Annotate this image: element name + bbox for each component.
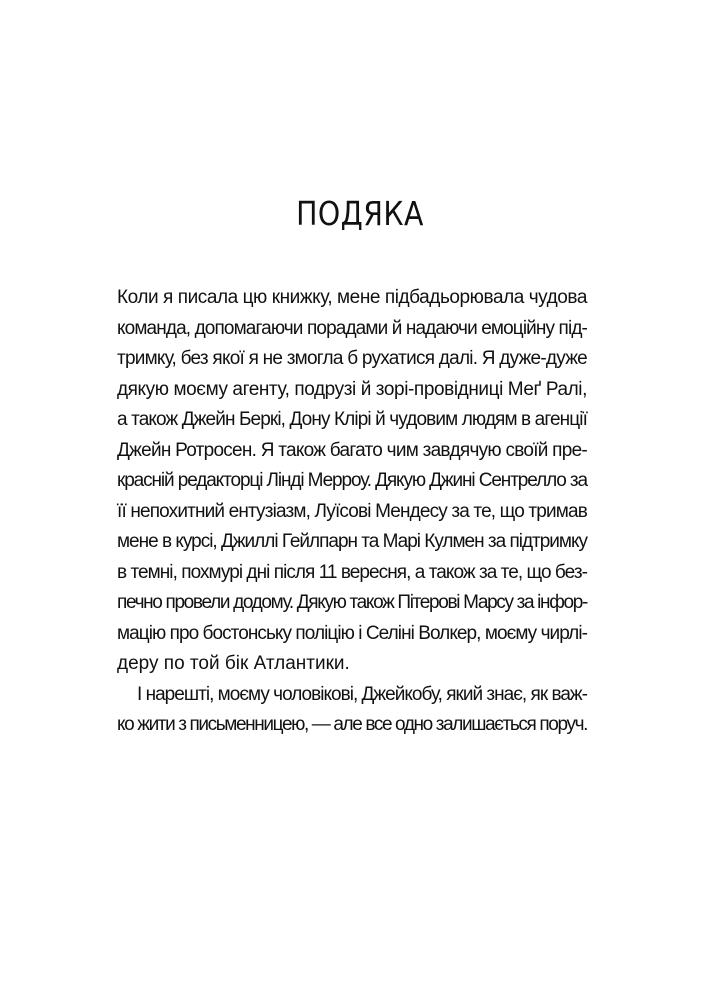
text-line: І нарешті, моєму чоловікові, Джейкобу, який знає, як важ- xyxy=(137,683,587,705)
text-line: мене в курсі, Джиллі Гейлпарн та Марі Кулмен за підтримку xyxy=(117,531,587,552)
text-line: мацію про бостонську поліцію і Селіні Волкер, моєму чирлі- xyxy=(117,622,587,644)
text-line: печно провели додому. Дякую також Пітерові Марсу за інфор- xyxy=(117,592,587,613)
text-line: ко жити з письменницею, — але все одно залишається поруч. xyxy=(117,714,587,735)
acknowledgments-text xyxy=(117,283,587,741)
paragraph-2 xyxy=(117,680,587,741)
text-line: дякую моєму агенту, подрузі й зорі-провідниці Меґ Ралі, xyxy=(117,378,587,400)
text-line: в темні, похмурі дні після 11 вересня, а також за те, що без- xyxy=(117,561,587,583)
text-line: тримку, без якої я не змогла б рухатися далі. Я дуже-дуже xyxy=(117,348,587,369)
text-line: команда, допомагаючи порадами й надаючи емоційну під- xyxy=(117,317,587,339)
text-line: красній редакторці Лінді Мерроу. Дякую Джині Сентрелло за xyxy=(117,470,587,491)
page-title: ПОДЯКА xyxy=(296,194,424,233)
text-line: її непохитний ентузіазм, Луїсові Мендесу за те, що тримав xyxy=(117,500,587,522)
text-line: деру по той бік Атлантики. xyxy=(117,653,350,674)
text-line: Джейн Ротросен. Я також багато чим завдячую своїй пре- xyxy=(117,439,587,461)
paragraph-1 xyxy=(117,283,587,680)
text-line: а також Джейн Беркі, Дону Клірі й чудовим людям в агенції xyxy=(117,409,587,430)
text-line: Коли я писала цю книжку, мене підбадьорювала чудова xyxy=(117,287,587,308)
